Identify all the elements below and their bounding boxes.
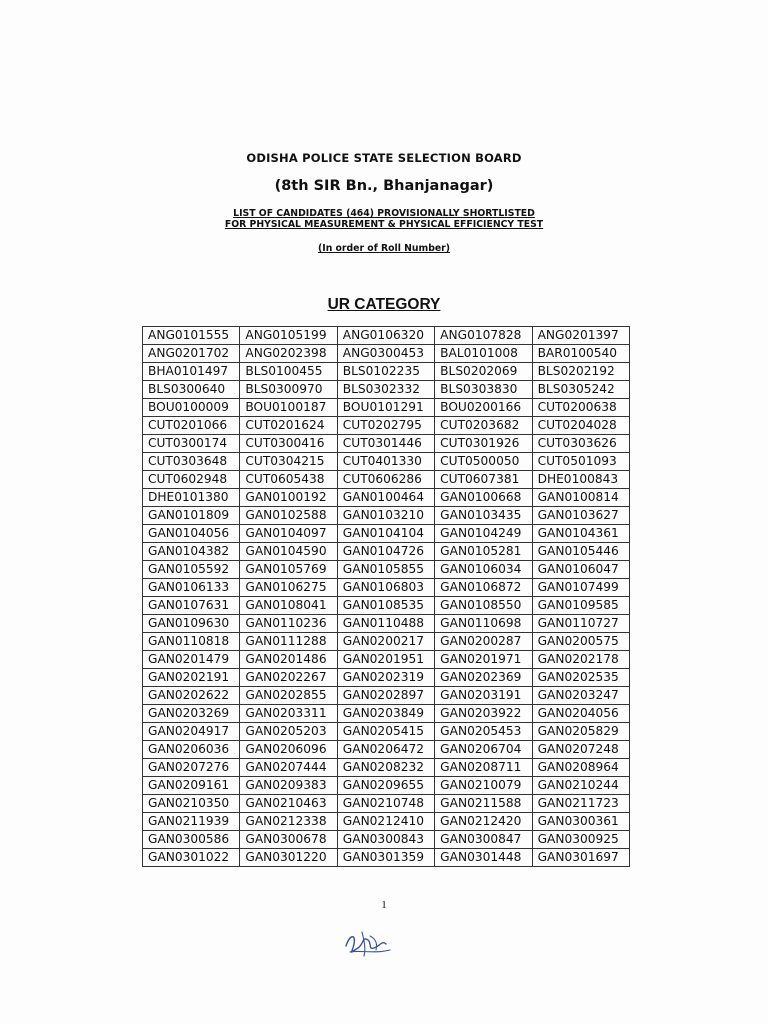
roll-number-cell: ANG0201397 <box>532 327 629 345</box>
roll-number-cell: BLS0300640 <box>143 381 240 399</box>
table-row <box>143 345 630 363</box>
roll-number-cell: GAN0200287 <box>435 633 532 651</box>
roll-number-cell: GAN0203247 <box>532 687 629 705</box>
roll-number-cell: GAN0212338 <box>240 813 337 831</box>
table-row <box>143 453 630 471</box>
roll-number-cell: CUT0401330 <box>337 453 434 471</box>
table-row <box>143 381 630 399</box>
roll-number-cell: GAN0202897 <box>337 687 434 705</box>
roll-number-cell: BLS0202069 <box>435 363 532 381</box>
roll-number-cell: BOU0100009 <box>143 399 240 417</box>
roll-number-cell: GAN0210748 <box>337 795 434 813</box>
roll-number-cell: GAN0202855 <box>240 687 337 705</box>
list-title-line-2: FOR PHYSICAL MEASUREMENT & PHYSICAL EFFICIENCY TEST <box>224 219 544 230</box>
roll-number-cell: GAN0301022 <box>143 849 240 867</box>
table-row <box>143 831 630 849</box>
roll-number-cell: GAN0101809 <box>143 507 240 525</box>
roll-number-cell: GAN0104361 <box>532 525 629 543</box>
roll-number-cell: GAN0201479 <box>143 651 240 669</box>
roll-number-cell: GAN0207444 <box>240 759 337 777</box>
roll-number-cell: GAN0104104 <box>337 525 434 543</box>
roll-number-cell: GAN0201971 <box>435 651 532 669</box>
roll-number-cell: CUT0500050 <box>435 453 532 471</box>
roll-number-cell: CUT0304215 <box>240 453 337 471</box>
roll-number-cell: GAN0107631 <box>143 597 240 615</box>
roll-number-cell: ANG0202398 <box>240 345 337 363</box>
roll-number-cell: BLS0102235 <box>337 363 434 381</box>
roll-number-cell: GAN0203849 <box>337 705 434 723</box>
roll-number-cell: GAN0201951 <box>337 651 434 669</box>
order-note: (In order of Roll Number) <box>317 243 451 254</box>
roll-number-cell: CUT0501093 <box>532 453 629 471</box>
roll-number-cell: CUT0201066 <box>143 417 240 435</box>
roll-number-cell: GAN0103210 <box>337 507 434 525</box>
roll-number-cell: CUT0301926 <box>435 435 532 453</box>
roll-number-cell: ANG0105199 <box>240 327 337 345</box>
roll-number-cell: GAN0201486 <box>240 651 337 669</box>
roll-number-cell: GAN0106872 <box>435 579 532 597</box>
roll-number-cell: GAN0202319 <box>337 669 434 687</box>
roll-number-cell: GAN0208711 <box>435 759 532 777</box>
roll-number-cell: GAN0210350 <box>143 795 240 813</box>
roll-number-cell: CUT0201624 <box>240 417 337 435</box>
roll-number-cell: GAN0203191 <box>435 687 532 705</box>
roll-number-cell: ANG0201702 <box>143 345 240 363</box>
roll-number-cell: GAN0212420 <box>435 813 532 831</box>
roll-number-cell: GAN0205829 <box>532 723 629 741</box>
roll-number-cell: GAN0206096 <box>240 741 337 759</box>
roll-number-cell: GAN0211723 <box>532 795 629 813</box>
roll-number-cell: GAN0300586 <box>143 831 240 849</box>
roll-number-cell: GAN0105446 <box>532 543 629 561</box>
roll-number-cell: GAN0104097 <box>240 525 337 543</box>
roll-number-cell: CUT0602948 <box>143 471 240 489</box>
roll-number-cell: GAN0210244 <box>532 777 629 795</box>
roll-number-cell: BLS0202192 <box>532 363 629 381</box>
roll-number-cell: BOU0101291 <box>337 399 434 417</box>
table-row <box>143 705 630 723</box>
roll-number-cell: GAN0300843 <box>337 831 434 849</box>
roll-number-cell: GAN0202622 <box>143 687 240 705</box>
roll-number-cell: CUT0301446 <box>337 435 434 453</box>
table-row <box>143 777 630 795</box>
roll-number-cell: GAN0110727 <box>532 615 629 633</box>
roll-number-cell: GAN0206036 <box>143 741 240 759</box>
roll-number-cell: BLS0100455 <box>240 363 337 381</box>
roll-number-cell: GAN0110488 <box>337 615 434 633</box>
roll-number-cell: GAN0110236 <box>240 615 337 633</box>
roll-number-cell: GAN0207276 <box>143 759 240 777</box>
table-row <box>143 651 630 669</box>
roll-number-cell: GAN0202535 <box>532 669 629 687</box>
roll-number-cell: GAN0111288 <box>240 633 337 651</box>
list-title <box>0 208 768 230</box>
roll-number-cell: BOU0100187 <box>240 399 337 417</box>
roll-number-cell: GAN0102588 <box>240 507 337 525</box>
roll-number-cell: GAN0300925 <box>532 831 629 849</box>
roll-number-table-body <box>143 327 630 867</box>
table-row <box>143 327 630 345</box>
battalion-title: (8th SIR Bn., Bhanjanagar) <box>274 178 494 194</box>
roll-number-cell: GAN0210079 <box>435 777 532 795</box>
roll-number-cell: GAN0300361 <box>532 813 629 831</box>
table-row <box>143 489 630 507</box>
roll-number-cell: GAN0211939 <box>143 813 240 831</box>
roll-number-cell: CUT0202795 <box>337 417 434 435</box>
roll-number-cell: GAN0109630 <box>143 615 240 633</box>
roll-number-cell: GAN0208232 <box>337 759 434 777</box>
table-row <box>143 399 630 417</box>
roll-number-cell: GAN0204917 <box>143 723 240 741</box>
roll-number-cell: CUT0606286 <box>337 471 434 489</box>
table-row <box>143 687 630 705</box>
table-row <box>143 741 630 759</box>
roll-number-cell: CUT0203682 <box>435 417 532 435</box>
roll-number-cell: GAN0105592 <box>143 561 240 579</box>
table-row <box>143 435 630 453</box>
roll-number-cell: GAN0104249 <box>435 525 532 543</box>
roll-number-cell: GAN0209383 <box>240 777 337 795</box>
roll-number-cell: GAN0209655 <box>337 777 434 795</box>
table-row <box>143 561 630 579</box>
roll-number-cell: CUT0605438 <box>240 471 337 489</box>
table-row <box>143 813 630 831</box>
table-row <box>143 615 630 633</box>
roll-number-cell: GAN0203269 <box>143 705 240 723</box>
roll-number-cell: GAN0106133 <box>143 579 240 597</box>
roll-number-cell: GAN0100464 <box>337 489 434 507</box>
page-number: 1 <box>381 899 387 911</box>
roll-number-cell: CUT0300416 <box>240 435 337 453</box>
roll-number-cell: GAN0301220 <box>240 849 337 867</box>
table-row <box>143 597 630 615</box>
roll-number-cell: DHE0100843 <box>532 471 629 489</box>
list-title-line-1: LIST OF CANDIDATES (464) PROVISIONALLY SHORTLISTED <box>233 208 535 219</box>
roll-number-cell: GAN0204056 <box>532 705 629 723</box>
roll-number-cell: GAN0202178 <box>532 651 629 669</box>
roll-number-cell: GAN0205415 <box>337 723 434 741</box>
roll-number-cell: GAN0110698 <box>435 615 532 633</box>
roll-number-cell: GAN0104056 <box>143 525 240 543</box>
roll-number-cell: CUT0303648 <box>143 453 240 471</box>
roll-number-cell: GAN0100814 <box>532 489 629 507</box>
roll-number-cell: GAN0103627 <box>532 507 629 525</box>
roll-number-cell: GAN0300678 <box>240 831 337 849</box>
roll-number-cell: DHE0101380 <box>143 489 240 507</box>
roll-number-cell: GAN0208964 <box>532 759 629 777</box>
roll-number-cell: ANG0101555 <box>143 327 240 345</box>
roll-number-cell: CUT0300174 <box>143 435 240 453</box>
roll-number-cell: GAN0212410 <box>337 813 434 831</box>
table-row <box>143 507 630 525</box>
roll-number-cell: GAN0205453 <box>435 723 532 741</box>
roll-number-cell: CUT0200638 <box>532 399 629 417</box>
roll-number-cell: GAN0106803 <box>337 579 434 597</box>
roll-number-cell: GAN0105281 <box>435 543 532 561</box>
category-heading: UR CATEGORY <box>327 296 441 313</box>
roll-number-cell: GAN0301359 <box>337 849 434 867</box>
roll-number-cell: GAN0100668 <box>435 489 532 507</box>
roll-number-cell: GAN0108041 <box>240 597 337 615</box>
roll-number-table <box>142 326 630 867</box>
roll-number-cell: GAN0203922 <box>435 705 532 723</box>
table-row <box>143 723 630 741</box>
table-row <box>143 525 630 543</box>
roll-number-cell: GAN0202267 <box>240 669 337 687</box>
roll-number-cell: GAN0105769 <box>240 561 337 579</box>
table-row <box>143 795 630 813</box>
roll-number-cell: GAN0106034 <box>435 561 532 579</box>
table-row <box>143 849 630 867</box>
roll-number-cell: GAN0209161 <box>143 777 240 795</box>
roll-number-cell: GAN0109585 <box>532 597 629 615</box>
table-row <box>143 633 630 651</box>
roll-number-cell: GAN0205203 <box>240 723 337 741</box>
roll-number-cell: GAN0211588 <box>435 795 532 813</box>
roll-number-cell: BHA0101497 <box>143 363 240 381</box>
roll-number-cell: GAN0107499 <box>532 579 629 597</box>
roll-number-cell: GAN0108535 <box>337 597 434 615</box>
roll-number-cell: BAL0101008 <box>435 345 532 363</box>
roll-number-cell: GAN0202191 <box>143 669 240 687</box>
table-row <box>143 363 630 381</box>
roll-number-cell: GAN0210463 <box>240 795 337 813</box>
roll-number-cell: GAN0202369 <box>435 669 532 687</box>
roll-number-cell: GAN0206704 <box>435 741 532 759</box>
roll-number-cell: GAN0103435 <box>435 507 532 525</box>
roll-number-cell: GAN0206472 <box>337 741 434 759</box>
roll-number-cell: GAN0110818 <box>143 633 240 651</box>
roll-number-cell: CUT0204028 <box>532 417 629 435</box>
roll-number-cell: GAN0106047 <box>532 561 629 579</box>
roll-number-cell: GAN0301697 <box>532 849 629 867</box>
roll-number-cell: GAN0104726 <box>337 543 434 561</box>
table-row <box>143 579 630 597</box>
roll-number-cell: GAN0108550 <box>435 597 532 615</box>
roll-number-cell: CUT0607381 <box>435 471 532 489</box>
roll-number-cell: GAN0200217 <box>337 633 434 651</box>
roll-number-cell: GAN0207248 <box>532 741 629 759</box>
roll-number-cell: GAN0104590 <box>240 543 337 561</box>
table-row <box>143 543 630 561</box>
roll-number-cell: GAN0106275 <box>240 579 337 597</box>
roll-number-cell: GAN0300847 <box>435 831 532 849</box>
roll-number-cell: ANG0300453 <box>337 345 434 363</box>
roll-number-cell: BLS0305242 <box>532 381 629 399</box>
table-row <box>143 669 630 687</box>
roll-number-cell: GAN0200575 <box>532 633 629 651</box>
roll-number-cell: GAN0301448 <box>435 849 532 867</box>
roll-number-cell: GAN0105855 <box>337 561 434 579</box>
roll-number-cell: BOU0200166 <box>435 399 532 417</box>
roll-number-cell: BLS0300970 <box>240 381 337 399</box>
roll-number-cell: GAN0100192 <box>240 489 337 507</box>
roll-number-cell: ANG0107828 <box>435 327 532 345</box>
roll-number-cell: BAR0100540 <box>532 345 629 363</box>
roll-number-cell: ANG0106320 <box>337 327 434 345</box>
signature-icon <box>340 926 396 960</box>
table-row <box>143 759 630 777</box>
roll-number-cell: BLS0302332 <box>337 381 434 399</box>
roll-number-cell: GAN0203311 <box>240 705 337 723</box>
roll-number-cell: CUT0303626 <box>532 435 629 453</box>
roll-number-cell: BLS0303830 <box>435 381 532 399</box>
roll-number-cell: GAN0104382 <box>143 543 240 561</box>
table-row <box>143 417 630 435</box>
table-row <box>143 471 630 489</box>
organization-title: ODISHA POLICE STATE SELECTION BOARD <box>246 151 522 165</box>
